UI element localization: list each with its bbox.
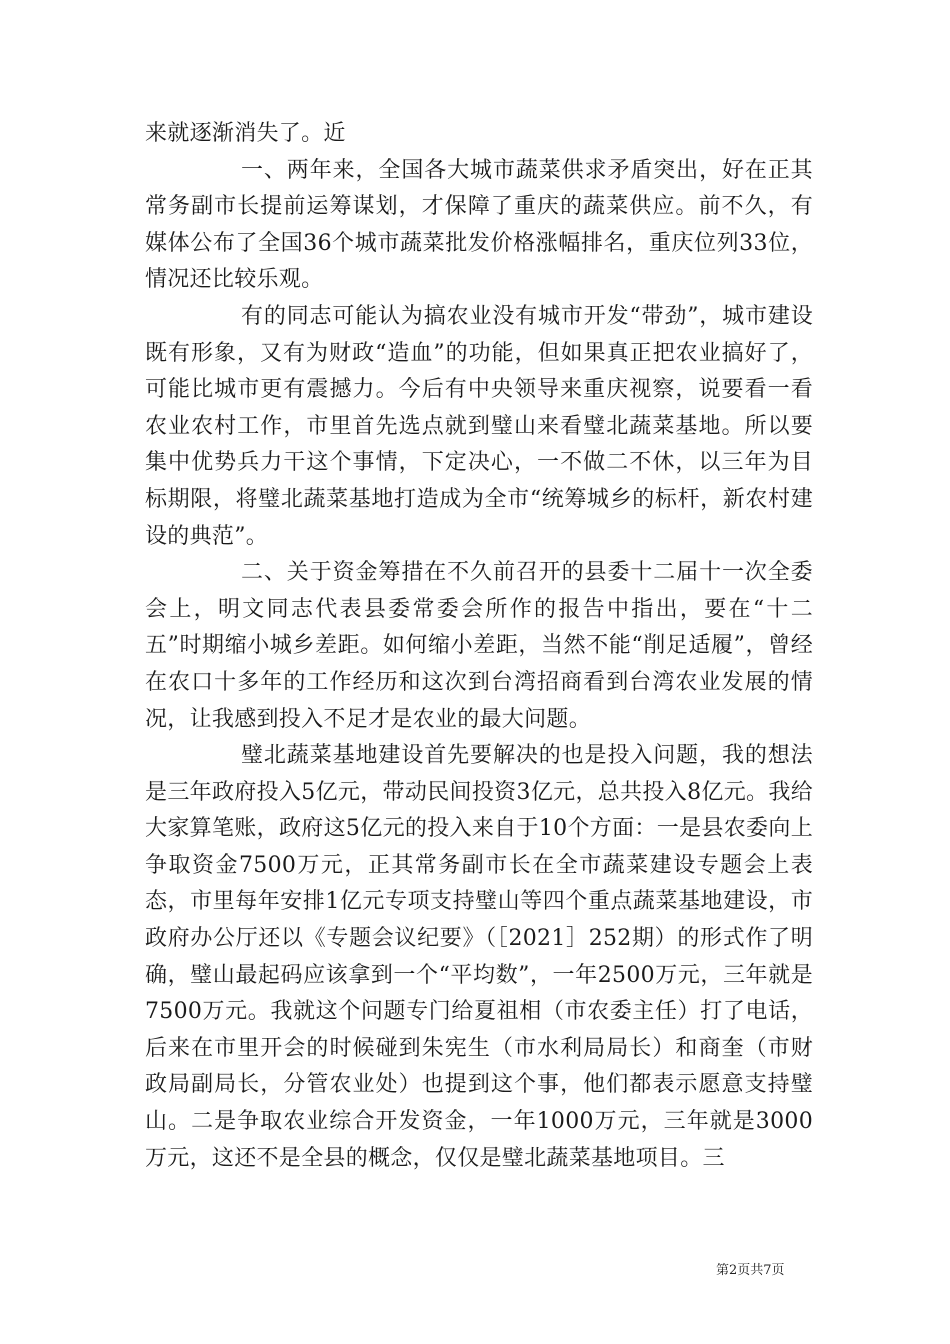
document-body <box>145 116 813 1177</box>
paragraph-vegetable-supply: 一、两年来，全国各大城市蔬菜供求矛盾突出，好在正其常务副市长提前运筹谋划，才保障了重庆的蔬菜供应。前不久，有媒体公布了全国36个城市蔬菜批发价格涨幅排名，重庆位列33位，情况还比较乐观。 <box>145 157 813 293</box>
paragraph-agriculture-impact: 有的同志可能认为搞农业没有城市开发“带劲”，城市建设既有形象，又有为财政“造血”的功能，但如果真正把农业搞好了，可能比城市更有震撼力。今后有中央领导来重庆视察，说要看一看农业农村工作，市里首先选点就到璧山来看璧北蔬菜基地。所以要集中优势兵力干这个事情，下定决心，一不做二不休，以三年为目标期限，将璧北蔬菜基地打造成为全市“统筹城乡的标杆，新农村建设的典范”。 <box>145 303 813 549</box>
paragraph-funding-intro: 二、关于资金筹措在不久前召开的县委十二届十一次全委会上，明文同志代表县委常委会所作的报告中指出，要在“十二五”时期缩小城乡差距。如何缩小差距，当然不能“削足适履”，曾经在农口十多年的工作经历和这次到台湾招商看到台湾农业发展的情况，让我感到投入不足才是农业的最大问题。 <box>145 560 813 732</box>
page-number-footer: 第2页共7页 <box>716 1263 785 1278</box>
paragraph-investment-plan: 璧北蔬菜基地建设首先要解决的也是投入问题，我的想法是三年政府投入5亿元，带动民间投资3亿元，总共投入8亿元。我给大家算笔账，政府这5亿元的投入来自于10个方面：一是县农委向上争取资金7500万元，正其常务副市长在全市蔬菜建设专题会上表态，市里每年安排1亿元专项支持璧山等四个重点蔬菜基地建设，市政府办公厅还以《专题会议纪要》（［2021］252期）的形式作了明确，璧山最起码应该拿到一个“平均数”，一年2500万元，三年就是7500万元。我就这个问题专门给夏祖相（市农委主任）打了电话，后来在市里开会的时候碰到朱宪生（市水利局局长）和商奎（市财政局副局长，分管农业处）也提到这个事，他们都表示愿意支持璧山。二是争取农业综合开发资金，一年1000万元，三年就是3000万元，这还不是全县的概念，仅仅是璧北蔬菜基地项目。三 <box>145 743 813 1171</box>
paragraph-continuation: 来就逐渐消失了。近 <box>145 121 346 146</box>
